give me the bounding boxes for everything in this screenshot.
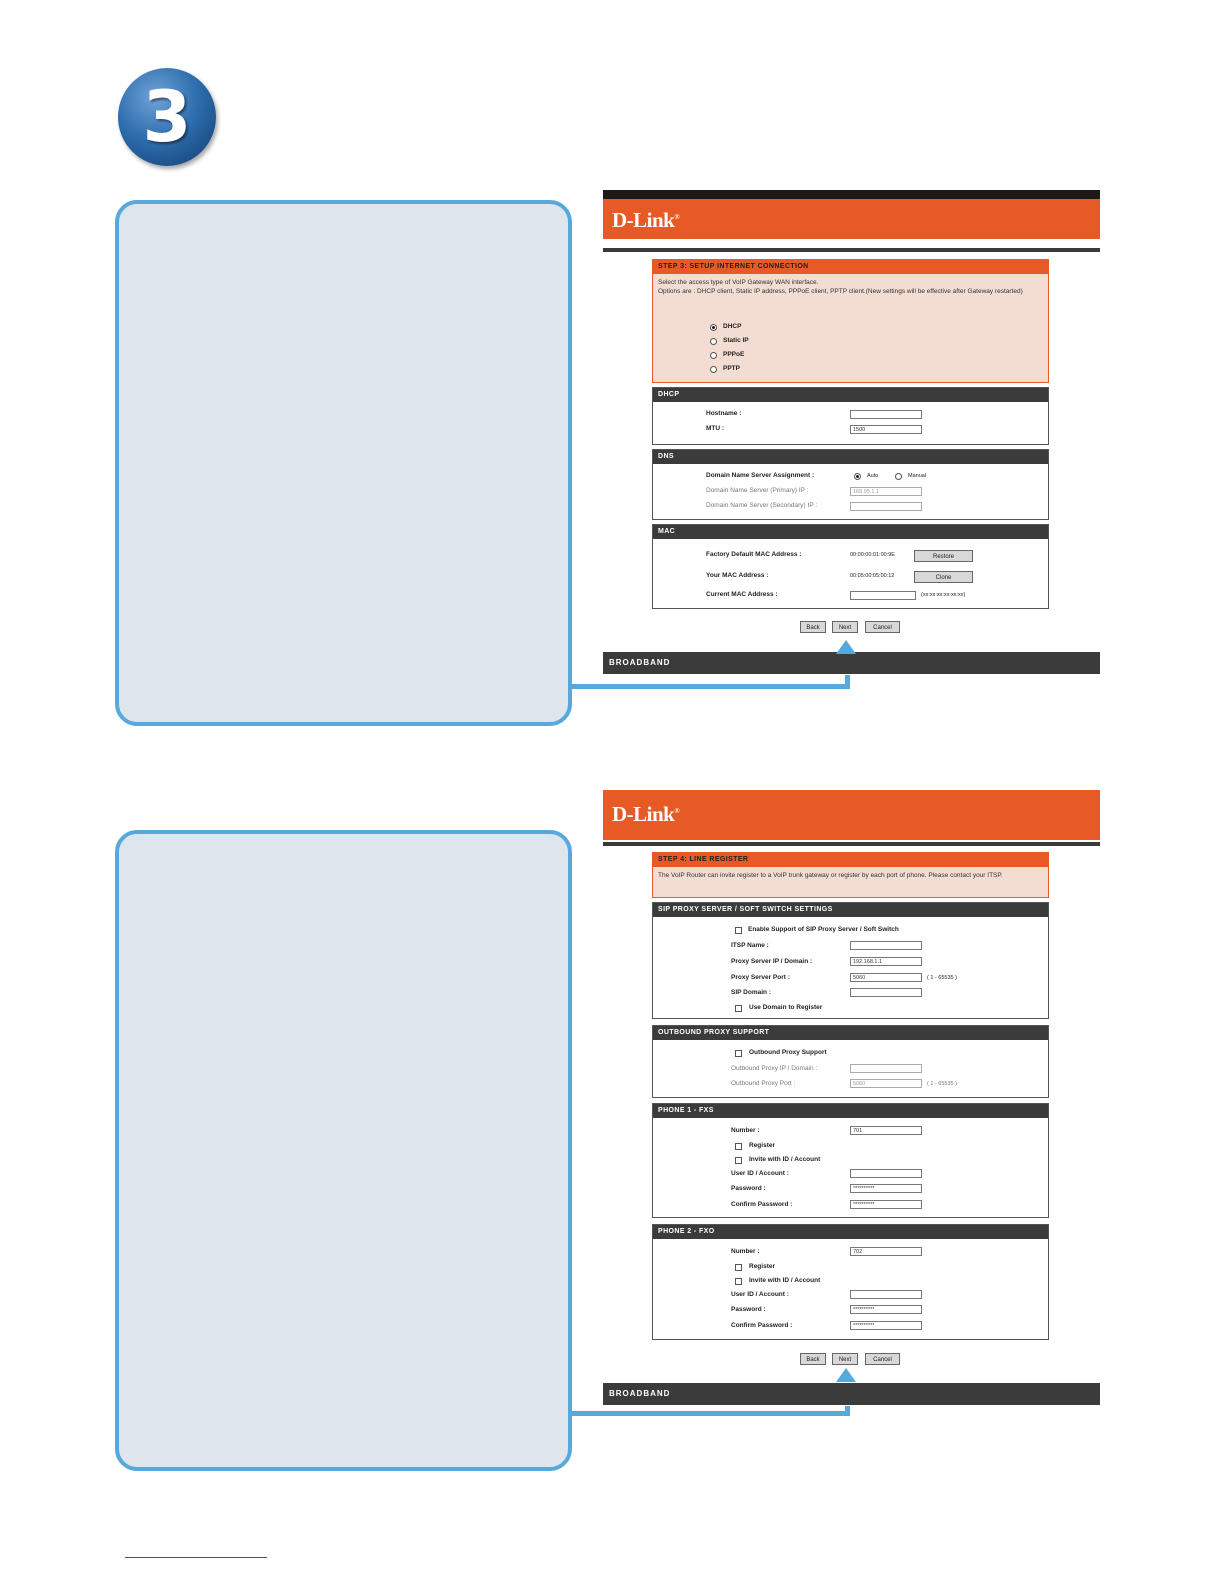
header — [603, 199, 1100, 239]
radio-pppoe[interactable] — [710, 352, 717, 359]
outbound-ip-label: Outbound Proxy IP / Domain : — [731, 1065, 818, 1072]
sip-domain-input[interactable] — [850, 988, 922, 997]
sip-title: SIP PROXY SERVER / SOFT SWITCH SETTINGS — [653, 903, 1048, 917]
connector-line-bottom-h — [570, 1411, 850, 1416]
callout-box-top — [115, 200, 572, 726]
dns-primary-input[interactable]: 168.95.1.1 — [850, 487, 922, 496]
step4-title: STEP 4: LINE REGISTER — [653, 853, 1048, 867]
phone1-invite-label: Invite with ID / Account — [749, 1156, 821, 1163]
radio-dns-auto[interactable] — [854, 473, 861, 480]
phone2-number-label: Number : — [731, 1248, 760, 1255]
callout-box-bottom — [115, 830, 572, 1471]
connector-line-top-h — [570, 684, 850, 689]
step4-desc: The VoIP Router can invite register to a VoIP trunk gateway or register by each port of phone. Please contact your ITSP. — [658, 872, 1003, 879]
itsp-input[interactable] — [850, 941, 922, 950]
phone1-number-input[interactable]: 701 — [850, 1126, 922, 1135]
current-mac-hint: (xx:xx:xx:xx:xx:xx) — [921, 592, 966, 598]
outbound-port-label: Outbound Proxy Port : — [731, 1080, 796, 1087]
phone1-user-label: User ID / Account : — [731, 1170, 789, 1177]
option-pptp: PPTP — [723, 365, 740, 372]
your-mac-value: 00:05:00:05:00:12 — [850, 573, 895, 579]
mtu-label: MTU : — [706, 425, 725, 432]
phone1-pass-label: Password : — [731, 1185, 766, 1192]
dns-manual-label: Manual — [908, 473, 927, 479]
step3-title: STEP 3: SETUP INTERNET CONNECTION — [653, 260, 1048, 274]
clone-button[interactable]: Clone — [914, 571, 973, 583]
option-static-ip: Static IP — [723, 337, 749, 344]
outbound-port-input[interactable]: 5060 — [850, 1079, 922, 1088]
mac-section — [652, 524, 1049, 609]
outbound-title: OUTBOUND PROXY SUPPORT — [653, 1026, 1048, 1040]
dns-primary-label: Domain Name Server (Primary) IP : — [706, 487, 809, 494]
proxy-ip-input[interactable]: 192.168.1.1 — [850, 957, 922, 966]
dns-secondary-label: Domain Name Server (Secondary) IP : — [706, 502, 818, 509]
phone2-number-input[interactable]: 702 — [850, 1247, 922, 1256]
arrow-to-next-bottom — [836, 1368, 856, 1382]
current-mac-input[interactable] — [850, 591, 916, 600]
footer-rule — [125, 1557, 267, 1558]
step-number-badge — [118, 68, 216, 166]
sip-domain-label: SIP Domain : — [731, 989, 771, 996]
header — [603, 790, 1100, 840]
phone2-title: PHONE 2 - FXO — [653, 1225, 1048, 1239]
phone2-pass-label: Password : — [731, 1306, 766, 1313]
outbound-ip-input[interactable] — [850, 1064, 922, 1073]
step4-section — [652, 852, 1049, 898]
phone1-register-checkbox[interactable] — [735, 1143, 742, 1150]
arrow-to-next-top — [836, 640, 856, 654]
header-divider — [603, 248, 1100, 252]
phone2-invite-checkbox[interactable] — [735, 1278, 742, 1285]
dns-secondary-input[interactable] — [850, 502, 922, 511]
proxy-port-input[interactable]: 5060 — [850, 973, 922, 982]
step-number: 3 — [142, 76, 192, 158]
proxy-port-label: Proxy Server Port : — [731, 974, 790, 981]
enable-sip-label: Enable Support of SIP Proxy Server / Soft Switch — [748, 926, 899, 933]
footer-bar: BROADBAND — [603, 652, 1100, 674]
step3-desc-2: Options are : DHCP client, Static IP address, PPPoE client, PPTP client.(New settings will be effective after Gateway restarted) — [658, 288, 1023, 295]
current-mac-label: Current MAC Address : — [706, 591, 778, 598]
header-divider — [603, 842, 1100, 846]
phone1-pass-input[interactable]: ********** — [850, 1184, 922, 1193]
phone2-register-checkbox[interactable] — [735, 1264, 742, 1271]
phone1-section — [652, 1103, 1049, 1218]
screenshot-setup-internet-connection — [603, 190, 1100, 675]
phone1-number-label: Number : — [731, 1127, 760, 1134]
outbound-checkbox[interactable] — [735, 1050, 742, 1057]
back-button[interactable]: Back — [800, 621, 826, 633]
phone1-register-label: Register — [749, 1142, 776, 1149]
proxy-ip-label: Proxy Server IP / Domain : — [731, 958, 813, 965]
phone2-confirm-label: Confirm Password : — [731, 1322, 793, 1329]
dns-auto-label: Auto — [867, 473, 879, 479]
your-mac-label: Your MAC Address : — [706, 572, 769, 579]
option-pppoe: PPPoE — [723, 351, 745, 358]
phone1-confirm-input[interactable]: ********** — [850, 1200, 922, 1209]
next-button[interactable]: Next — [832, 621, 858, 633]
mac-title: MAC — [653, 525, 1048, 539]
outbound-port-range: ( 1 - 65535 ) — [927, 1081, 957, 1087]
dns-title: DNS — [653, 450, 1048, 464]
factory-mac-value: 00:00:00:01:00:9E — [850, 552, 895, 558]
radio-pptp[interactable] — [710, 366, 717, 373]
factory-mac-label: Factory Default MAC Address : — [706, 551, 802, 558]
phone1-confirm-label: Confirm Password : — [731, 1201, 793, 1208]
mtu-input[interactable]: 1500 — [850, 425, 922, 434]
phone2-user-input[interactable] — [850, 1290, 922, 1299]
dns-section — [652, 449, 1049, 520]
radio-dhcp[interactable] — [710, 324, 717, 331]
screenshot-line-register — [603, 790, 1100, 1406]
cancel-button[interactable]: Cancel — [865, 621, 900, 633]
phone1-user-input[interactable] — [850, 1169, 922, 1178]
phone2-user-label: User ID / Account : — [731, 1291, 789, 1298]
phone2-confirm-input[interactable]: ********** — [850, 1321, 922, 1330]
phone2-register-label: Register — [749, 1263, 776, 1270]
phone1-invite-checkbox[interactable] — [735, 1157, 742, 1164]
itsp-label: ITSP Name : — [731, 942, 769, 949]
enable-sip-checkbox[interactable] — [735, 927, 742, 934]
footer-bar: BROADBAND — [603, 1383, 1100, 1405]
radio-static-ip[interactable] — [710, 338, 717, 345]
dlink-logo: D-Link® — [612, 208, 680, 232]
outbound-section — [652, 1025, 1049, 1098]
top-bar — [603, 190, 1100, 199]
dhcp-section — [652, 387, 1049, 445]
step3-section — [652, 259, 1049, 383]
phone2-pass-input[interactable]: ********** — [850, 1305, 922, 1314]
phone2-section — [652, 1224, 1049, 1340]
step3-desc-1: Select the access type of VoIP Gateway WAN interface. — [658, 279, 819, 286]
back-button[interactable]: Back — [800, 1353, 826, 1365]
outbound-label: Outbound Proxy Support — [749, 1049, 827, 1056]
next-button[interactable]: Next — [832, 1353, 858, 1365]
dns-assign-label: Domain Name Server Assignment : — [706, 472, 815, 479]
use-domain-label: Use Domain to Register — [749, 1004, 823, 1011]
cancel-button[interactable]: Cancel — [865, 1353, 900, 1365]
radio-dns-manual[interactable] — [895, 473, 902, 480]
dhcp-title: DHCP — [653, 388, 1048, 402]
dlink-logo: D-Link® — [612, 802, 680, 826]
hostname-label: Hostname : — [706, 410, 742, 417]
restore-button[interactable]: Restore — [914, 550, 973, 562]
proxy-port-range: ( 1 - 65535 ) — [927, 975, 957, 981]
phone1-title: PHONE 1 - FXS — [653, 1104, 1048, 1118]
phone2-invite-label: Invite with ID / Account — [749, 1277, 821, 1284]
sip-section — [652, 902, 1049, 1019]
use-domain-checkbox[interactable] — [735, 1005, 742, 1012]
hostname-input[interactable] — [850, 410, 922, 419]
option-dhcp: DHCP — [723, 323, 742, 330]
